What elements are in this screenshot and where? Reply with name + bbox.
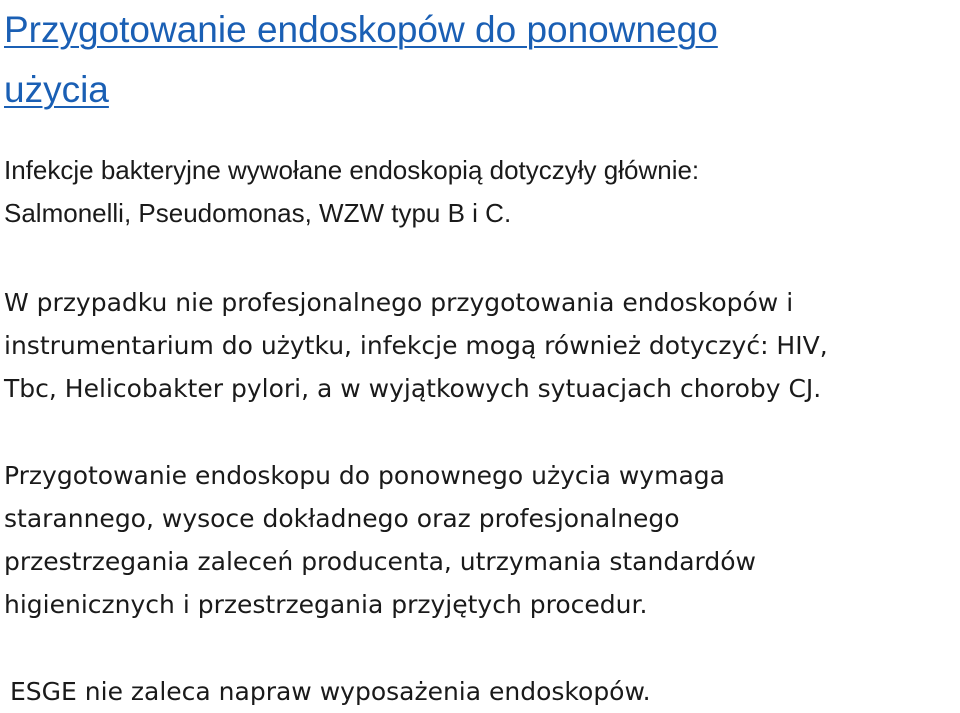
paragraph-bacterial-infections [4, 149, 956, 235]
paragraph-line: Infekcje bakteryjne wywołane endoskopią dotyczyły głównie: [4, 155, 700, 185]
paragraph-line: Przygotowanie endoskopu do ponownego użycia wymaga [4, 461, 725, 490]
paragraph-line: W przypadku nie profesjonalnego przygotowania endoskopów i [4, 288, 794, 317]
paragraph-line: higienicznych i przestrzegania przyjętych procedur. [4, 590, 648, 619]
paragraph-line: Salmonelli, Pseudomonas, WZW typu B i C. [4, 198, 512, 228]
paragraph-other-infections [4, 281, 956, 410]
paragraph-esge-note [10, 670, 960, 713]
paragraph-reuse-requirements [4, 454, 956, 626]
title-line-2: użycia [4, 69, 109, 110]
paragraph-line: ESGE nie zaleca napraw wyposażenia endoskopów. [10, 677, 651, 706]
paragraph-line: przestrzegania zaleceń producenta, utrzymania standardów [4, 547, 756, 576]
title-line-1: Przygotowanie endoskopów do ponownego [4, 9, 718, 50]
paragraph-line: starannego, wysoce dokładnego oraz profesjonalnego [4, 504, 680, 533]
paragraph-line: Tbc, Helicobakter pylori, a w wyjątkowych sytuacjach choroby CJ. [4, 374, 822, 403]
page-title [4, 0, 954, 120]
paragraph-line: instrumentarium do użytku, infekcje mogą również dotyczyć: HIV, [4, 331, 828, 360]
